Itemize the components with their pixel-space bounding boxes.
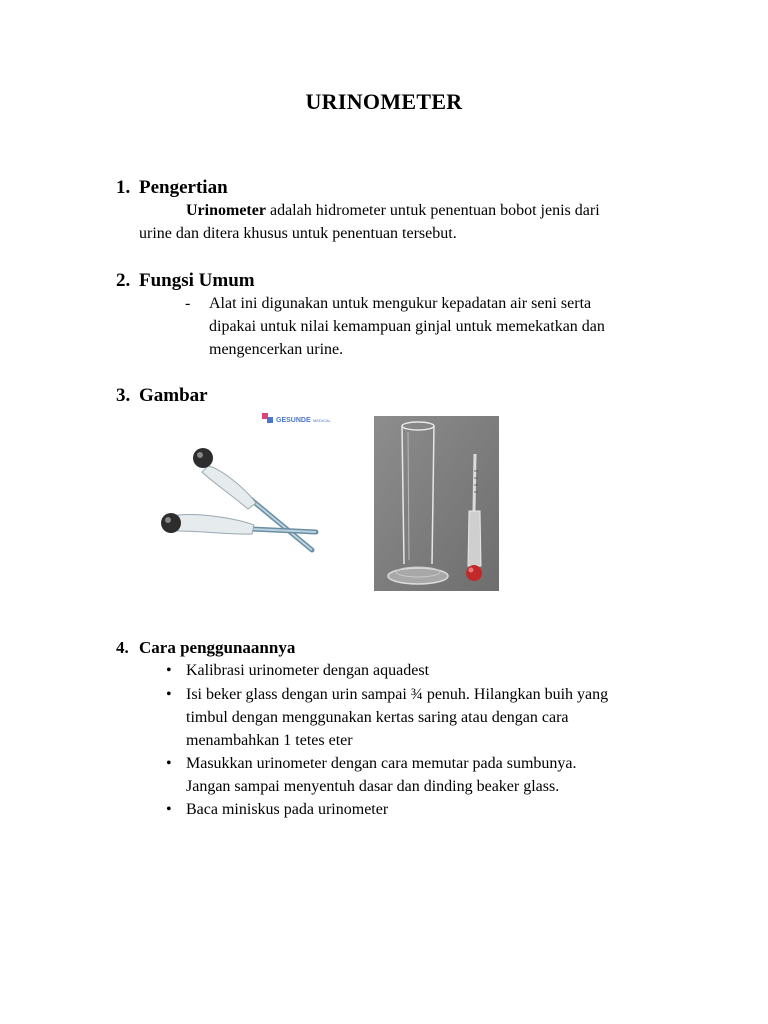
section-title: Fungsi Umum (139, 270, 255, 291)
section-heading-pengertian (116, 177, 228, 199)
function-line: mengencerkan urine. (209, 341, 344, 358)
bullet-icon: • (166, 662, 172, 679)
logo-subtext: MEDICAL (313, 418, 331, 423)
urinometer-photo (150, 410, 340, 590)
step-line: Baca miniskus pada urinometer (186, 801, 389, 818)
section-title: Pengertian (139, 177, 228, 198)
definition-line-1 (186, 202, 600, 220)
step-line: timbul dengan menggunakan kertas saring atau dengan cara (186, 709, 569, 726)
cylinder-photo (374, 416, 499, 591)
section-number: 2. (116, 270, 131, 291)
section-heading-fungsi-umum (116, 270, 255, 292)
page-title: URINOMETER (305, 89, 463, 114)
step-line: Kalibrasi urinometer dengan aquadest (186, 662, 430, 679)
step-line: Isi beker glass dengan urin sampai ¾ penuh. Hilangkan buih yang (186, 686, 609, 703)
function-line: Alat ini digunakan untuk mengukur kepadatan air seni serta (209, 295, 592, 312)
definition-line-2: urine dan ditera khusus untuk penentuan tersebut. (139, 225, 457, 242)
section-number: 1. (116, 177, 131, 198)
section-number: 3. (116, 385, 131, 406)
step-line: Masukkan urinometer dengan cara memutar pada sumbunya. (186, 755, 577, 772)
step-line: menambahkan 1 tetes eter (186, 732, 353, 749)
bullet-icon: • (166, 801, 172, 818)
section-title: Gambar (139, 385, 208, 406)
logo-text: GESUNDE (276, 417, 311, 424)
definition-text: adalah hidrometer untuk penentuan bobot jenis dari (265, 202, 600, 219)
section-title: Cara penggunaannya (139, 638, 296, 657)
bullet-icon: • (166, 686, 172, 703)
dash-marker: - (185, 295, 191, 312)
step-line: Jangan sampai menyentuh dasar dan dinding beaker glass. (186, 778, 560, 795)
section-heading-gambar (116, 385, 208, 407)
bullet-icon: • (166, 755, 172, 772)
section-heading-cara-penggunaannya (116, 638, 295, 658)
section-number: 4. (116, 638, 129, 657)
defined-term: Urinometer (186, 202, 266, 219)
function-line: dipakai untuk nilai kemampuan ginjal untuk memekatkan dan (209, 318, 605, 335)
